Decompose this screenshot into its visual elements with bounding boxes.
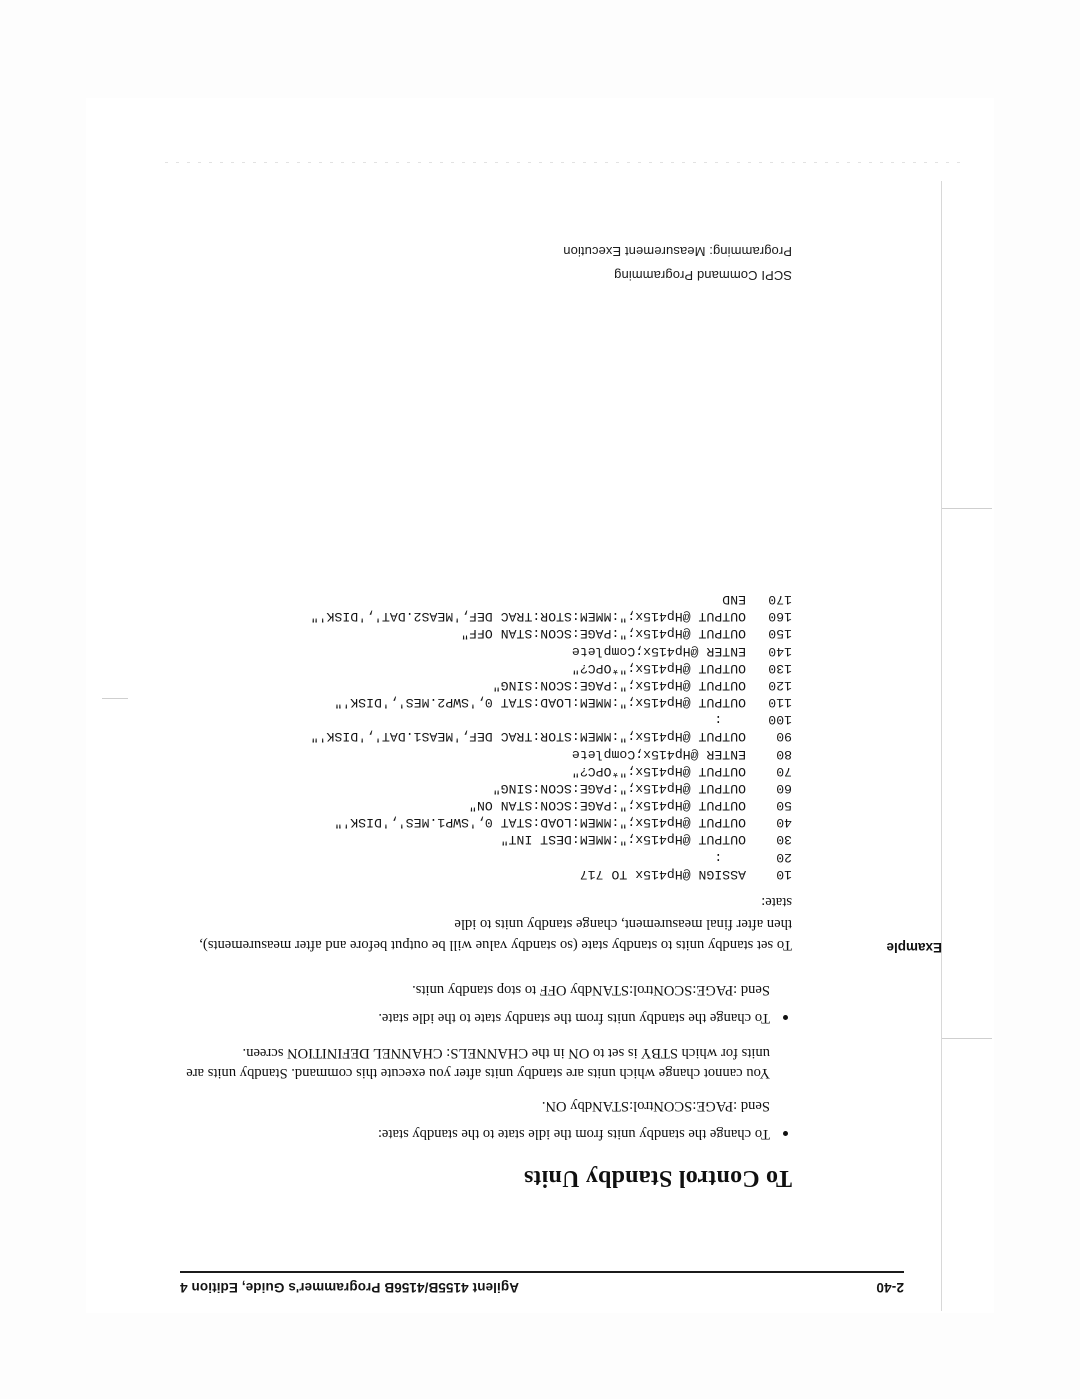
listing-code: OUTPUT @Hp415x;"*OPC?" — [571, 660, 746, 676]
listing-line-number: 70 — [776, 763, 792, 779]
listing-row — [180, 797, 792, 814]
listing-line-number: 170 — [768, 592, 792, 608]
list-item: To change the standby units from the idle state to the standby state: — [180, 1123, 792, 1144]
scan-edge-line — [941, 181, 942, 1311]
note-paragraph: You cannot change which units are standby units after you execute this command. Standby units are units for which STBY is set to ON in the CHANNELS: CHANNEL DEFINITION screen. — [186, 1044, 770, 1082]
listing-line-number: 30 — [776, 832, 792, 848]
example-state-word: state: — [761, 893, 792, 910]
listing-code: OUTPUT @Hp415x;":PAGE:SCON:SING" — [492, 677, 746, 693]
send-command-first — [180, 1097, 792, 1114]
send-command-second — [180, 981, 792, 998]
listing-code: OUTPUT @Hp415x;":PAGE:SCON:SING" — [492, 780, 746, 796]
listing-line-number: 90 — [776, 729, 792, 745]
scan-bottom-speckle — [160, 162, 960, 163]
scan-edge-tick — [942, 1038, 992, 1039]
listing-code: OUTPUT @Hp415x;":MMEM:LOAD:STAT 0,'SWP2.MES','DISK'" — [334, 695, 746, 711]
instruction-list-2 — [180, 1007, 792, 1028]
listing-code: OUTPUT @Hp415x;":PAGE:SCON:STAN OFF" — [461, 626, 746, 642]
listing-line-number: 130 — [768, 660, 792, 676]
listing-row — [180, 866, 792, 883]
page-body — [180, 591, 942, 1191]
send-command-second-text: Send :PAGE:SCONtrol:STANdby OFF to stop standby units. — [412, 982, 770, 999]
listing-row — [180, 694, 792, 711]
send-command-first-text: Send :PAGE:SCONtrol:STANdby ON. — [541, 1098, 770, 1115]
listing-code: OUTPUT @Hp415x;":PAGE:SCON:STAN ON" — [469, 798, 746, 814]
section-heading: To Control Standby Units — [523, 1165, 792, 1191]
listing-code: OUTPUT @Hp415x;":MMEM:LOAD:STAT 0,'SWP1.MES','DISK'" — [334, 815, 746, 831]
listing-row — [180, 848, 792, 865]
listing-code: ENTER @Hp415x;Complete — [571, 643, 746, 659]
listing-line-number: 110 — [768, 695, 792, 711]
listing-code: : — [714, 849, 746, 865]
listing-row — [180, 728, 792, 745]
listing-row — [180, 780, 792, 797]
example-description: To set standby units to standby state (so standby value will be output before and after measurements), then after final measurement, change standby units to idle — [199, 916, 792, 954]
listing-line-number: 140 — [768, 643, 792, 659]
scan-edge-tick — [942, 508, 992, 509]
listing-code: OUTPUT @Hp415x;":MMEM:DEST INT" — [500, 832, 746, 848]
listing-code: OUTPUT @Hp415x;":MMEM:STOR:TRAC DEF,'MEAS2.DAT','DISK'" — [310, 609, 746, 625]
page-header — [180, 1280, 904, 1295]
scan-edge-tick — [102, 698, 128, 699]
listing-line-number: 10 — [776, 866, 792, 882]
listing-row — [180, 831, 792, 848]
listing-line-number: 150 — [768, 626, 792, 642]
listing-row — [180, 643, 792, 660]
running-head-primary: SCPI Command Programming — [614, 268, 792, 283]
listing-code: : — [714, 712, 746, 728]
listing-code: ASSIGN @Hp415x TO 717 — [579, 866, 746, 882]
listing-row — [180, 677, 792, 694]
listing-line-number: 100 — [768, 712, 792, 728]
listing-line-number: 120 — [768, 677, 792, 693]
listing-row — [180, 625, 792, 642]
listing-row — [180, 745, 792, 762]
listing-row — [180, 763, 792, 780]
listing-row — [180, 591, 792, 608]
listing-row — [180, 814, 792, 831]
listing-line-number: 80 — [776, 746, 792, 762]
page-number: 2-40 — [876, 1280, 904, 1295]
program-listing — [180, 591, 792, 883]
listing-row — [180, 660, 792, 677]
listing-code: ENTER @Hp415x;Complete — [571, 746, 746, 762]
listing-code: END — [722, 592, 746, 608]
listing-row — [180, 608, 792, 625]
example-block — [180, 591, 942, 956]
listing-code: OUTPUT @Hp415x;"*OPC?" — [571, 763, 746, 779]
listing-line-number: 160 — [768, 609, 792, 625]
instruction-list — [180, 1123, 792, 1144]
listing-line-number: 50 — [776, 798, 792, 814]
list-item: To change the standby units from the standby state to the idle state. — [180, 1007, 792, 1028]
document-title: Agilent 4155B/4156B Programmer's Guide, Edition 4 — [180, 1280, 519, 1295]
listing-row — [180, 711, 792, 728]
listing-line-number: 40 — [776, 815, 792, 831]
listing-line-number: 20 — [776, 849, 792, 865]
listing-code: OUTPUT @Hp415x;":MMEM:STOR:TRAC DEF,'MEAS1.DAT','DISK'" — [310, 729, 746, 745]
running-head-secondary: Programming: Measurement Execution — [563, 244, 792, 259]
listing-line-number: 60 — [776, 780, 792, 796]
example-label: Example — [886, 940, 942, 956]
header-rule — [180, 1271, 904, 1273]
